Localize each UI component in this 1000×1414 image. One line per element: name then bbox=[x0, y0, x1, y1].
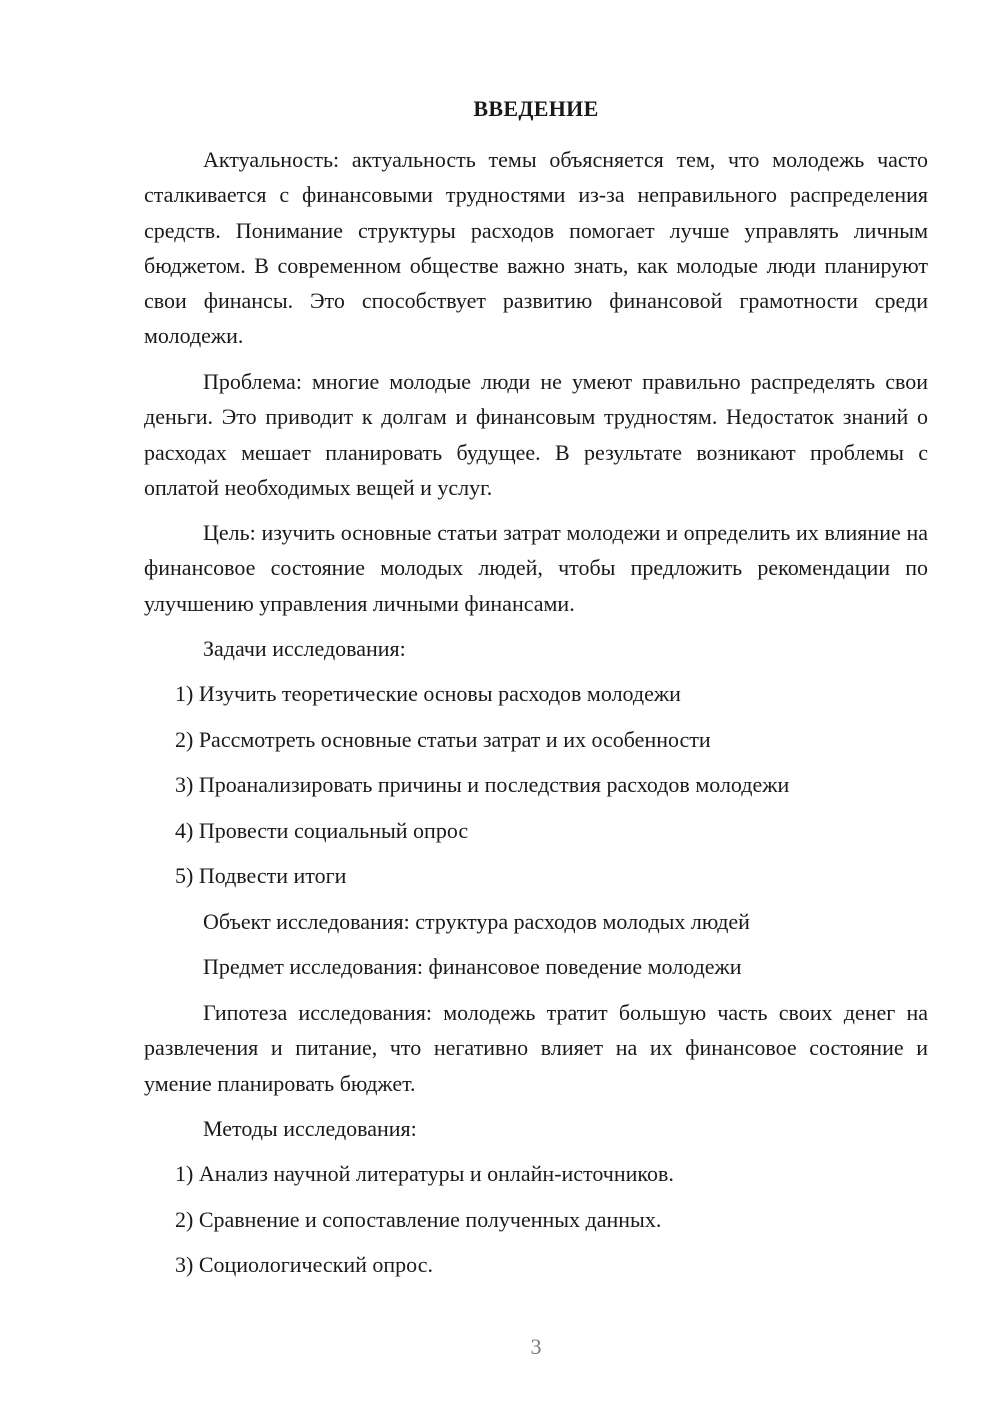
list-item-task: 3) Проанализировать причины и последствия расходов молодежи bbox=[175, 772, 790, 797]
methods-heading: Методы исследования: bbox=[203, 1116, 417, 1141]
list-item-task: 4) Провести социальный опрос bbox=[175, 818, 469, 843]
list-item-task: 1) Изучить теоретические основы расходов молодежи bbox=[175, 681, 681, 706]
research-object: Объект исследования: структура расходов молодых людей bbox=[203, 909, 750, 934]
page-title: ВВЕДЕНИЕ bbox=[473, 96, 599, 121]
paragraph-relevance: Актуальность: актуальность темы объясняется тем, что молодежь часто сталкивается с финансовыми трудностями из-за неправильного распределения средств. Понимание структуры расходов помогает лучше управлять личным бюджетом. В современном обществе важно знать, как молодые люди планируют свои финансы. Это способствует развитию финансовой грамотности среди молодежи. bbox=[144, 147, 928, 349]
list-item-task: 2) Рассмотреть основные статьи затрат и их особенности bbox=[175, 727, 711, 752]
research-subject: Предмет исследования: финансовое поведение молодежи bbox=[203, 954, 742, 979]
list-item-method: 3) Социологический опрос. bbox=[175, 1252, 433, 1277]
list-item-method: 2) Сравнение и сопоставление полученных данных. bbox=[175, 1207, 662, 1232]
paragraph-hypothesis: Гипотеза исследования: молодежь тратит большую часть своих денег на развлечения и питание, что негативно влияет на их финансовое состояние и умение планировать бюджет. bbox=[144, 1000, 928, 1096]
page-number: 3 bbox=[530, 1334, 542, 1359]
paragraph-problem: Проблема: многие молодые люди не умеют правильно распределять свои деньги. Это приводит к долгам и финансовым трудностям. Недостаток знаний о расходах мешает планировать будущее. В результате возникают проблемы с оплатой необходимых вещей и услуг. bbox=[144, 369, 928, 500]
list-item-task: 5) Подвести итоги bbox=[175, 863, 347, 888]
tasks-heading: Задачи исследования: bbox=[203, 636, 406, 661]
paragraph-goal: Цель: изучить основные статьи затрат молодежи и определить их влияние на финансовое состояние молодых людей, чтобы предложить рекомендации по улучшению управления личными финансами. bbox=[144, 520, 928, 616]
list-item-method: 1) Анализ научной литературы и онлайн-источников. bbox=[175, 1161, 674, 1186]
